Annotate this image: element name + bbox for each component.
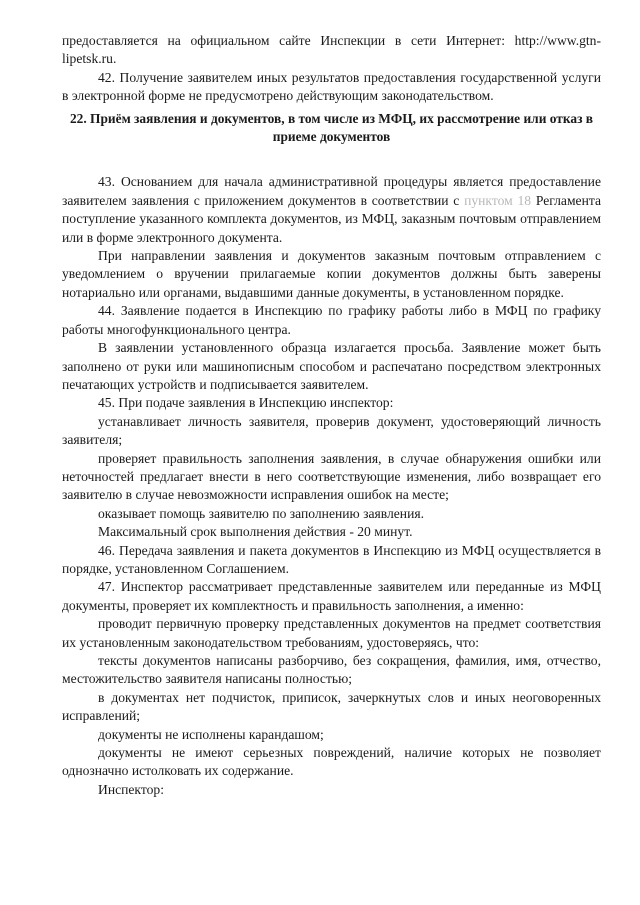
paragraph-help: оказывает помощь заявителю по заполнению заявления. <box>98 505 425 521</box>
paragraph-identity: устанавливает личность заявителя, проверив документ, удостоверяющий личность заявителя; <box>62 413 601 448</box>
paragraph-43-reference: пунктом 18 <box>464 192 532 208</box>
section-heading: 22. Приём заявления и документов, в том числе из МФЦ, их рассмотрение или отказ в приеме документов <box>69 110 594 145</box>
paragraph-45: 45. При подаче заявления в Инспекцию инспектор: <box>98 395 394 411</box>
document-page <box>62 32 601 799</box>
paragraph-42: 42. Получение заявителем иных результатов предоставления государственной услуги в электронной форме не предусмотрено действующим законодательством. <box>62 69 601 104</box>
paragraph-primary-check: проводит первичную проверку представленных документов на предмет соответствия их установленным законодательством требованиям, удостоверяясь, что: <box>62 616 601 650</box>
paragraph-legible: тексты документов написаны разборчиво, без сокращения, фамилия, имя, отчество, местожительство заявителя написаны полностью; <box>62 653 601 687</box>
paragraph-form: В заявлении установленного образца излагается просьба. Заявление может быть заполнено от руки или машинописным способом и распечатано посредством электронных печатающих устройств и подписывается заявителем. <box>62 340 601 392</box>
paragraph-47: 47. Инспектор рассматривает представленные заявителем или переданные из МФЦ документы, проверяет их комплектность и правильность заполнения, а именно: <box>62 579 601 613</box>
paragraph-43 <box>62 173 601 247</box>
paragraph-no-pencil: документы не исполнены карандашом; <box>98 726 324 742</box>
paragraph-website: предоставляется на официальном сайте Инспекции в сети Интернет: http://www.gtn-lipetsk.ru. <box>62 33 601 67</box>
paragraph-44: 44. Заявление подается в Инспекцию по графику работы либо в МФЦ по графику работы многофункционального центра. <box>62 303 601 337</box>
paragraph-43-start: 43. Основанием для начала административной процедуры является предоставление заявителем заявления с приложением документов в соответствии с <box>62 174 601 208</box>
spacer <box>62 146 601 173</box>
paragraph-no-erasures: в документах нет подчисток, приписок, зачеркнутых слов и иных неоговоренных исправлений; <box>62 689 601 724</box>
paragraph-43-end: Регламента поступление указанного комплекта документов, из МФЦ, заказным почтовым отправлением или в форме электронного документа. <box>62 192 601 245</box>
paragraph-46: 46. Передача заявления и пакета документов в Инспекцию из МФЦ осуществляется в порядке, установленном Соглашением. <box>62 542 601 576</box>
paragraph-check: проверяет правильность заполнения заявления, в случае обнаружения ошибки или неточностей предлагает внести в него соответствующие изменения, либо возвращает его заявителю в случае невозможности исправления ошибок на месте; <box>62 450 601 503</box>
paragraph-no-damage: документы не имеют серьезных повреждений, наличие которых не позволяет однозначно истолковать их содержание. <box>62 745 601 779</box>
paragraph-time: Максимальный срок выполнения действия - 20 минут. <box>98 524 413 540</box>
paragraph-mail: При направлении заявления и документов заказным почтовым отправлением с уведомлением о вручении прилагаемые копии документов должны быть заверены нотариально или органами, выдавшими данные документы, в установленном порядке. <box>62 248 601 300</box>
paragraph-inspector: Инспектор: <box>98 781 164 797</box>
